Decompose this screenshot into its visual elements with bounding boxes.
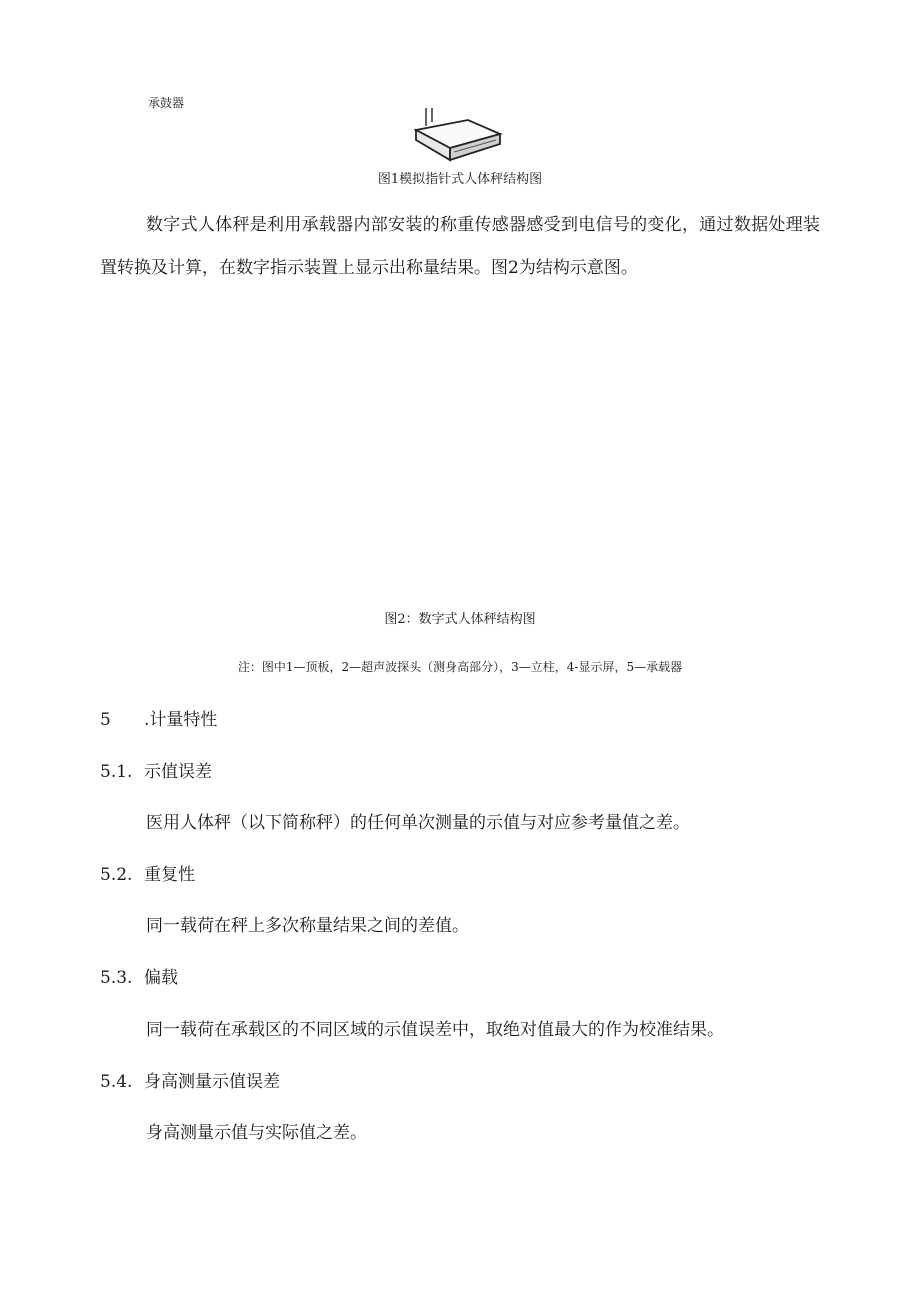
section-number: 5.3. [100, 968, 133, 988]
section-5-1-heading [100, 757, 212, 782]
figure2-note: 注：图中1—顶板，2—超声波探头（测身高部分），3—立柱，4-显示屏，5—承载器 [237, 660, 683, 674]
section-5-2-heading [100, 860, 195, 885]
figure1-part-label: 承鼓器 [148, 96, 185, 110]
section-5-4-body: 身高测量示值与实际值之差。 [146, 1123, 367, 1143]
section-5-3-heading [100, 963, 178, 988]
paragraph-digital-scale: 数字式人体秤是利用承载器内部安装的称重传感器感受到电信号的变化，通过数据处理装置转换及计算，在数字指示装置上显示出称量结果。图2为结构示意图。 [100, 215, 820, 278]
section-5-1-body: 医用人体秤（以下简称秤）的任何单次测量的示值与对应参考量值之差。 [146, 813, 690, 833]
figure2-caption: 图2：数字式人体秤结构图 [384, 612, 536, 627]
section-title: 身高测量示值误差 [144, 1072, 280, 1092]
figure1-scale-illustration [410, 104, 510, 166]
section-5-4-heading [100, 1067, 280, 1092]
section-number: 5.1. [100, 762, 133, 782]
section-title: 重复性 [144, 865, 195, 885]
section-5-2-body: 同一载荷在秤上多次称量结果之间的差值。 [146, 916, 469, 936]
section-number: 5 [100, 710, 111, 730]
figure1-caption: 图1模拟指针式人体秤结构图 [377, 172, 543, 187]
section-number: 5.4. [100, 1072, 133, 1092]
section-5-3-body: 同一载荷在承载区的不同区域的示值误差中，取绝对值最大的作为校准结果。 [146, 1020, 724, 1040]
section-title: 偏载 [144, 968, 178, 988]
section-number: 5.2. [100, 865, 133, 885]
section-title: .计量特性 [144, 710, 218, 730]
section-title: 示值误差 [144, 762, 212, 782]
section-5-heading [100, 705, 217, 730]
